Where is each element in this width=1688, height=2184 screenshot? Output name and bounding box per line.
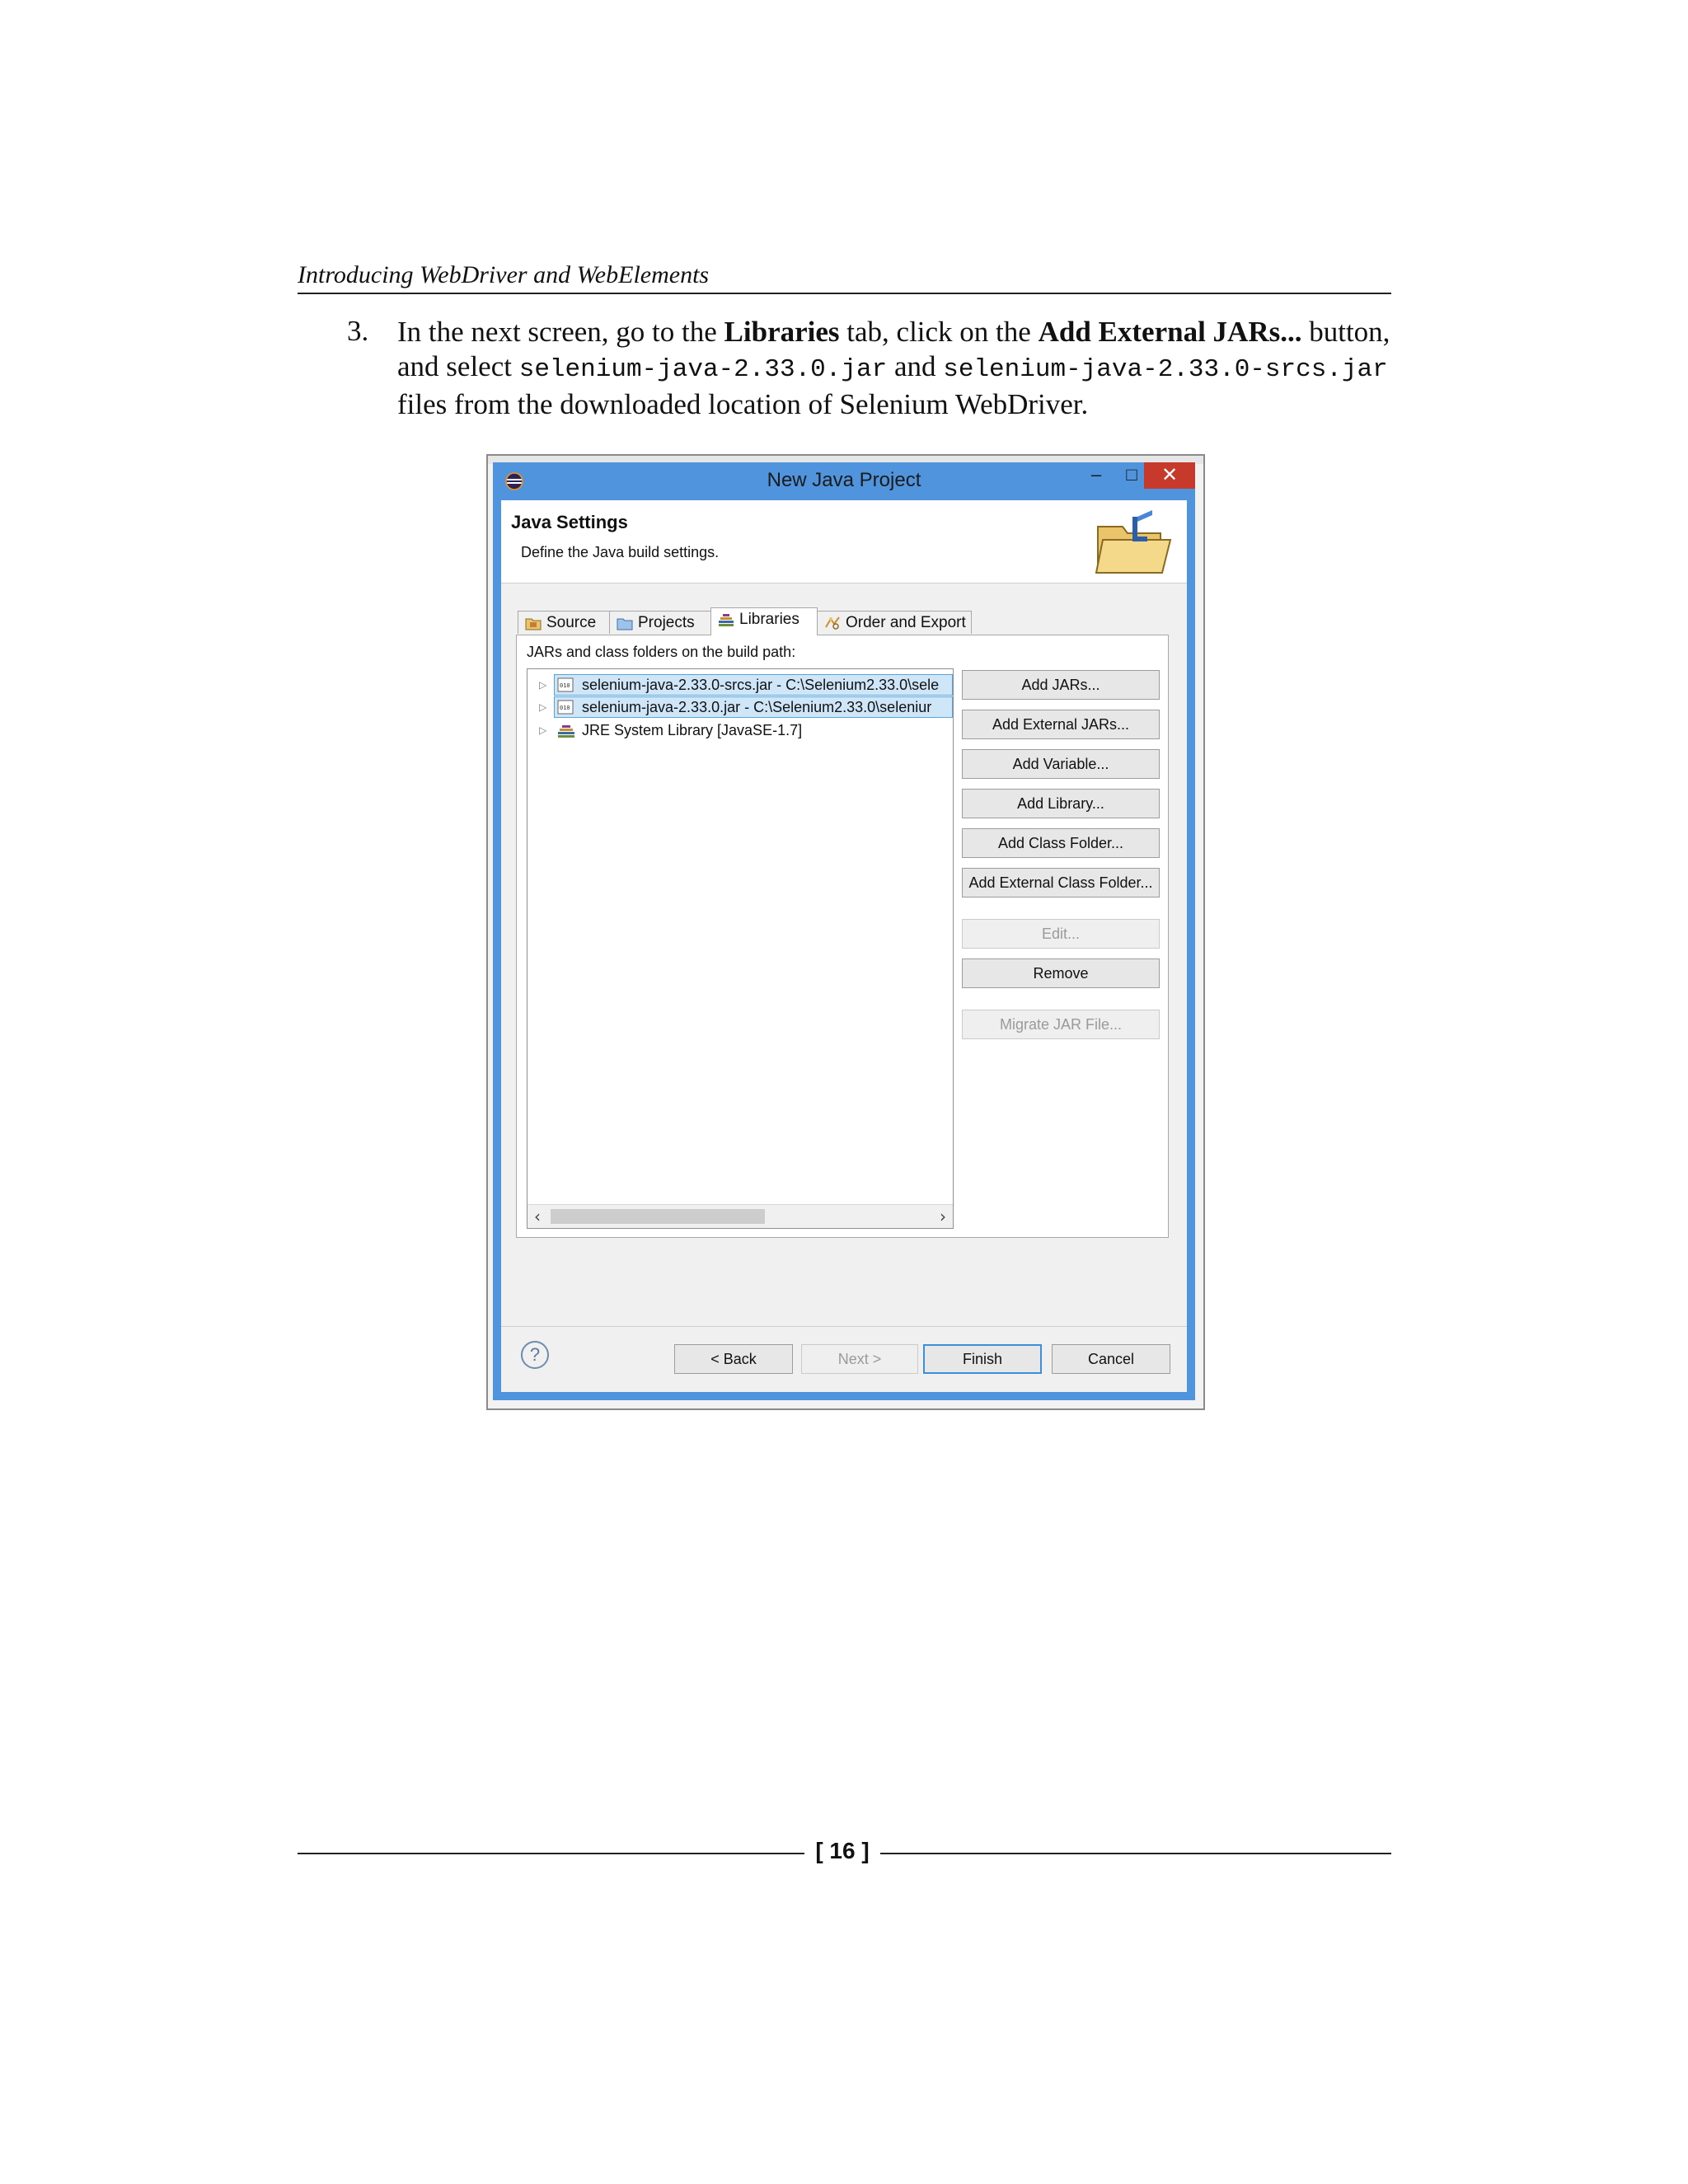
wizard-page-title: Java Settings [511,512,628,532]
tab-source[interactable] [518,611,610,634]
edit-button[interactable]: Edit... [962,919,1160,949]
jar-icon [557,677,574,692]
footer-rule-left [298,1853,804,1854]
step-bold-add-external-jars: Add External JARs... [1038,316,1302,348]
tree-item-label: JRE System Library [JavaSE-1.7] [582,722,803,738]
source-folder-icon [525,616,542,630]
horizontal-scrollbar[interactable] [528,1204,953,1228]
library-icon [557,723,575,738]
libraries-icon [718,612,734,627]
scroll-left-icon[interactable]: ‹ [534,1207,541,1226]
footer-separator [501,1326,1187,1327]
add-external-jars-button[interactable]: Add External JARs... [962,710,1160,739]
cancel-button[interactable]: Cancel [1052,1344,1170,1374]
tree-item-label: selenium-java-2.33.0-srcs.jar - C:\Selenium2.33.0\sele [582,677,940,693]
running-header-text: Introducing WebDriver and WebElements [298,261,710,288]
tab-order-export-label: Order and Export [846,614,966,631]
tab-libraries[interactable] [710,607,818,635]
expand-arrow-icon[interactable]: ▷ [539,724,547,736]
build-path-tree[interactable] [527,668,954,1229]
step-text-3: button, and select [397,316,1390,382]
step-bold-libraries: Libraries [724,316,840,348]
step-text-1: In the next screen, go to the [397,316,724,348]
footer-rule-right [880,1853,1391,1854]
add-class-folder-button[interactable]: Add Class Folder... [962,828,1160,858]
minimize-button[interactable]: – [1090,464,1102,485]
new-java-project-window [493,462,1195,1400]
scrollbar-thumb[interactable] [551,1209,765,1224]
libraries-tab-panel [516,635,1169,1238]
build-path-label: JARs and class folders on the build path: [527,644,796,660]
back-button[interactable]: < Back [674,1344,793,1374]
step-text-2: tab, click on the [839,316,1039,348]
step-text-5: files from the downloaded location of Selenium WebDriver. [397,388,1089,420]
next-button[interactable]: Next > [801,1344,918,1374]
migrate-jar-file-button[interactable]: Migrate JAR File... [962,1010,1160,1039]
page-number: [ 16 ] [815,1838,870,1863]
step-number: 3. [347,315,369,347]
projects-icon [617,616,633,630]
running-header [298,260,1391,294]
remove-button[interactable]: Remove [962,958,1160,988]
help-icon[interactable]: ? [521,1341,549,1369]
tab-libraries-label: Libraries [739,611,799,628]
order-export-icon [824,616,841,630]
expand-arrow-icon[interactable]: ▷ [539,701,547,713]
window-title: New Java Project [767,469,921,491]
close-button[interactable]: ✕ [1144,462,1195,489]
jar-icon [557,700,574,715]
step-code-srcs-jar: selenium-java-2.33.0-srcs.jar [943,355,1388,384]
step-text-4: and [887,350,944,382]
tab-projects-label: Projects [638,614,695,631]
wizard-page-description: Define the Java build settings. [521,544,720,560]
step-code-jar: selenium-java-2.33.0.jar [518,355,888,384]
dialog-screenshot [486,454,1205,1410]
tree-item-selenium-jar[interactable] [528,696,953,718]
add-variable-button[interactable]: Add Variable... [962,749,1160,779]
finish-button[interactable]: Finish [923,1344,1042,1374]
add-library-button[interactable]: Add Library... [962,789,1160,818]
tree-item-jre-system-library[interactable] [528,719,953,741]
scroll-right-icon[interactable]: › [940,1207,946,1226]
svg-text:010: 010 [560,705,570,711]
java-project-folder-icon [1091,509,1177,578]
maximize-button[interactable]: □ [1126,464,1137,485]
wizard-banner [501,500,1187,583]
add-external-class-folder-button[interactable]: Add External Class Folder... [962,868,1160,898]
tree-item-label: selenium-java-2.33.0.jar - C:\Selenium2.33.0\seleniur [582,699,932,715]
tab-source-label: Source [546,614,597,631]
step-paragraph [397,315,1395,422]
title-bar [493,462,1195,500]
add-jars-button[interactable]: Add JARs... [962,670,1160,700]
dialog-client-area [501,500,1187,1392]
tree-item-selenium-srcs-jar[interactable] [528,674,953,696]
tab-order-and-export[interactable] [817,611,972,634]
svg-text:010: 010 [560,682,570,689]
expand-arrow-icon[interactable]: ▷ [539,679,547,691]
tab-projects[interactable] [609,611,711,634]
